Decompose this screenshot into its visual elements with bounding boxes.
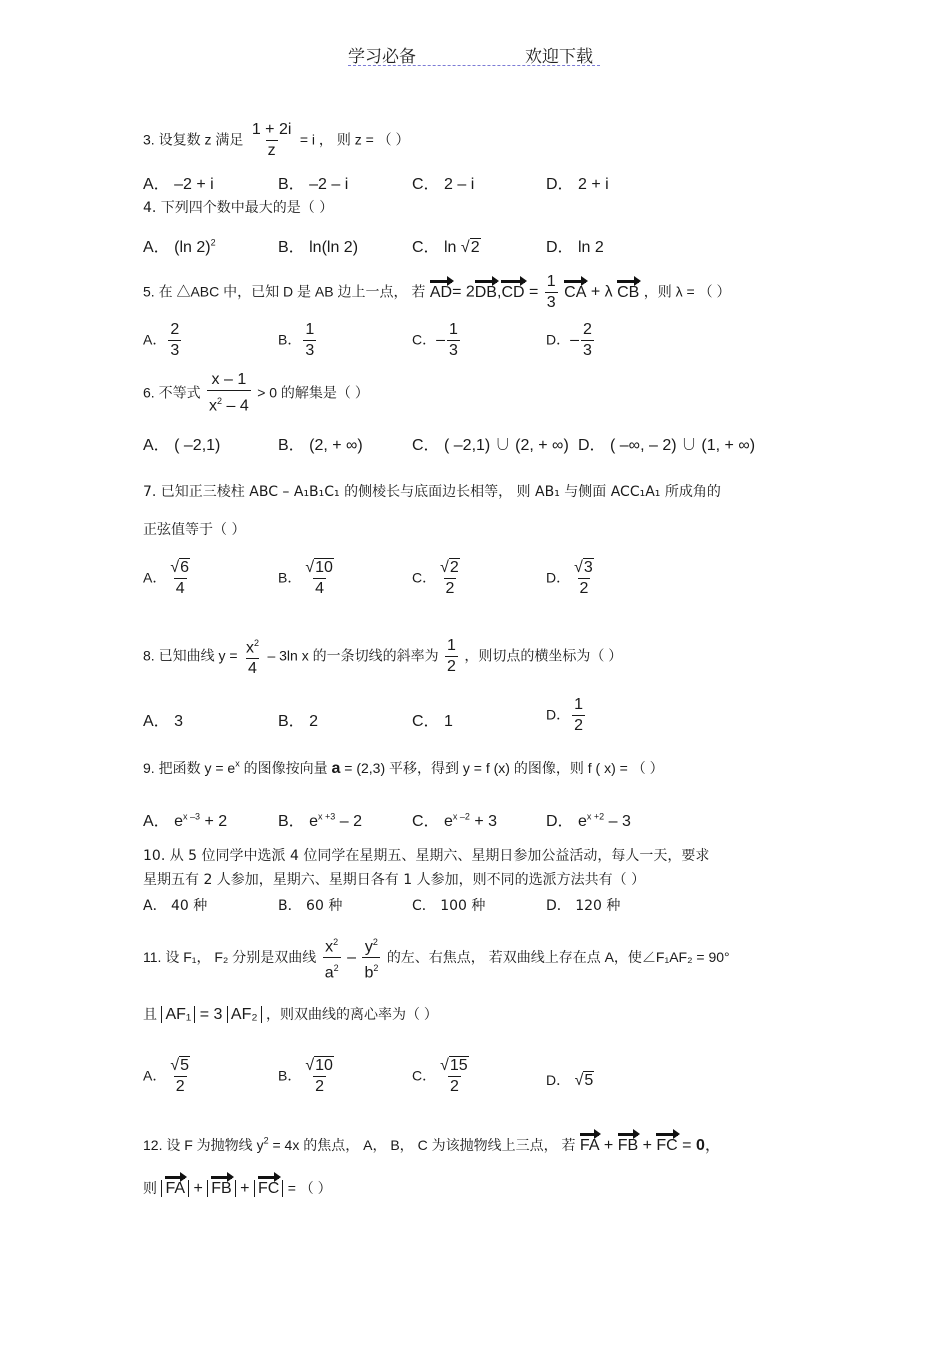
vector-fb: FB — [617, 1137, 639, 1154]
q7-option-b: B． $\frac{√10}{4}$ — [278, 559, 333, 597]
q8-option-a: A． 3 — [143, 713, 184, 730]
q6-option-c: C． ( –2,1) ∪ (2, + ∞) — [412, 437, 569, 454]
q6-option-a: A． ( –2,1) — [143, 437, 221, 454]
q11-option-a: A． $\frac{√5}{2}$ — [143, 1057, 190, 1095]
q9-option-d: D． $e^{x +2} - 3$ — [546, 811, 631, 830]
q4-option-d: D． ln 2 — [546, 239, 604, 256]
q11-stem: 11. 设 F₁， F₂ 分别是双曲线 $\frac{x^2}{a^2}$ – $\frac{y^2}{b^2}$ 的左、右焦点， 若双曲线上存在点 A，使∠F₁AF₂ = 90° — [143, 937, 730, 982]
q3-option-c: C． 2 – i — [412, 176, 475, 193]
header-divider — [348, 65, 600, 66]
q10-stem-line1: 10. 从 5 位同学中选派 4 位同学在星期五、星期六、星期日参加公益活动，每人一天，要求 — [143, 848, 710, 864]
q9-option-c: C． $e^{x -2} + 3$ — [412, 811, 498, 830]
q4-option-b: B． ln(ln 2) — [278, 239, 359, 256]
q5-stem: 5. 在 △ABC 中，已知 D 是 AB 边上一点， 若 AD= 2DB,CD = $\frac{1}{3}$ CA + λ CB ，则 λ = （ ） — [143, 273, 731, 311]
q10-option-a: A． 40 种 — [143, 898, 208, 914]
q3-stem: 3. 设复数 z 满足 $\frac{1 + 2i}{z}$ = i ， 则 z = （ ） — [143, 121, 410, 159]
q11-option-d: D． √5 — [546, 1072, 594, 1089]
q6-option-b: B． (2, + ∞) — [278, 437, 363, 454]
q12-stem-line2: 则 FA + FB + FC = （ ） — [143, 1180, 332, 1197]
q5-option-b: B． $\frac{1}{3}$ — [278, 321, 315, 359]
q3-option-b: B． –2 – i — [278, 176, 349, 193]
q8-option-d: D． $\frac{1}{2}$ — [546, 696, 584, 734]
vector-fc: FC — [656, 1137, 678, 1154]
q10-option-d: D． 120 种 — [546, 898, 621, 914]
vector-ad: AD — [429, 283, 453, 301]
q6-stem: 6. 不等式 $\frac{x - 1}{x^2 - 4}$ > 0 的解集是（ ） — [143, 371, 369, 415]
q7-stem-line2: 正弦值等于（ ） — [143, 522, 246, 538]
header-left: 学习必备 — [348, 47, 416, 67]
q8-stem: 8. 已知曲线 y = $\frac{x^2}{4}$ – 3ln x 的一条切线的斜率为 $\frac{1}{2}$ ，则切点的横坐标为（ ） — [143, 636, 623, 678]
q8-option-c: C． 1 — [412, 713, 453, 730]
q9-stem: 9. 把函数 $y = e^x$ 的图像按向量 a = (2,3) 平移，得到 y = f (x) 的图像，则 f ( x) = （ ） — [143, 758, 664, 777]
q7-stem-line1: 7. 已知正三棱柱 ABC – A₁B₁C₁ 的侧棱长与底面边长相等， 则 AB₁ 与侧面 ACC₁A₁ 所成角的 — [143, 484, 721, 500]
vector-cd: CD — [501, 283, 525, 301]
q11-option-b: B． $\frac{√10}{2}$ — [278, 1057, 333, 1095]
vector-a: a — [331, 760, 341, 777]
zero-vector: 0 — [695, 1137, 705, 1154]
q3-option-a: A． –2 + i — [143, 176, 214, 193]
q5-option-a: A． $\frac{2}{3}$ — [143, 321, 180, 359]
q5-option-c: C．– $\frac{1}{3}$ — [412, 321, 458, 359]
q7-option-d: D． $\frac{√3}{2}$ — [546, 559, 593, 597]
q10-option-b: B． 60 种 — [278, 898, 343, 914]
header-right: 欢迎下载 — [525, 47, 593, 67]
q3-option-d: D． 2 + i — [546, 176, 609, 193]
q12-stem: 12. 设 F 为抛物线 $y^2 = 4x$ 的焦点， A， B， C 为该抛物线上三点， 若 FA + FB + FC = 0， — [143, 1135, 721, 1154]
q7-option-a: A． $\frac{√6}{4}$ — [143, 559, 190, 597]
q7-option-c: C． $\frac{√2}{2}$ — [412, 559, 459, 597]
q3-fraction: $\frac{1 + 2i}{z}$ — [251, 121, 292, 159]
q10-stem-line2: 星期五有 2 人参加，星期六、星期日各有 1 人参加，则不同的选派方法共有（ ） — [143, 872, 646, 888]
q4-stem: 4. 下列四个数中最大的是（ ） — [143, 200, 334, 216]
q9-option-a: A． $e^{x -3} + 2$ — [143, 811, 228, 830]
vector-fa: FA — [579, 1137, 600, 1154]
vector-cb: CB — [617, 283, 640, 301]
q11-option-c: C． $\frac{√15}{2}$ — [412, 1057, 468, 1095]
vector-db: DB — [474, 283, 497, 301]
q6-option-d: D． ( –∞, – 2) ∪ (1, + ∞) — [578, 437, 756, 454]
q10-option-c: C． 100 种 — [412, 898, 486, 914]
q9-option-b: B． $e^{x +3} - 2$ — [278, 811, 362, 830]
q4-option-c: C． ln √2 — [412, 239, 480, 256]
q5-option-d: D．– $\frac{2}{3}$ — [546, 321, 592, 359]
q8-option-b: B． 2 — [278, 713, 319, 730]
q4-option-a: A． (ln 2)$^2$ — [143, 237, 216, 256]
q11-stem-line2: 且 AF₁ = 3 AF₂ ，则双曲线的离心率为（ ） — [143, 1006, 438, 1023]
vector-ca: CA — [564, 283, 587, 301]
